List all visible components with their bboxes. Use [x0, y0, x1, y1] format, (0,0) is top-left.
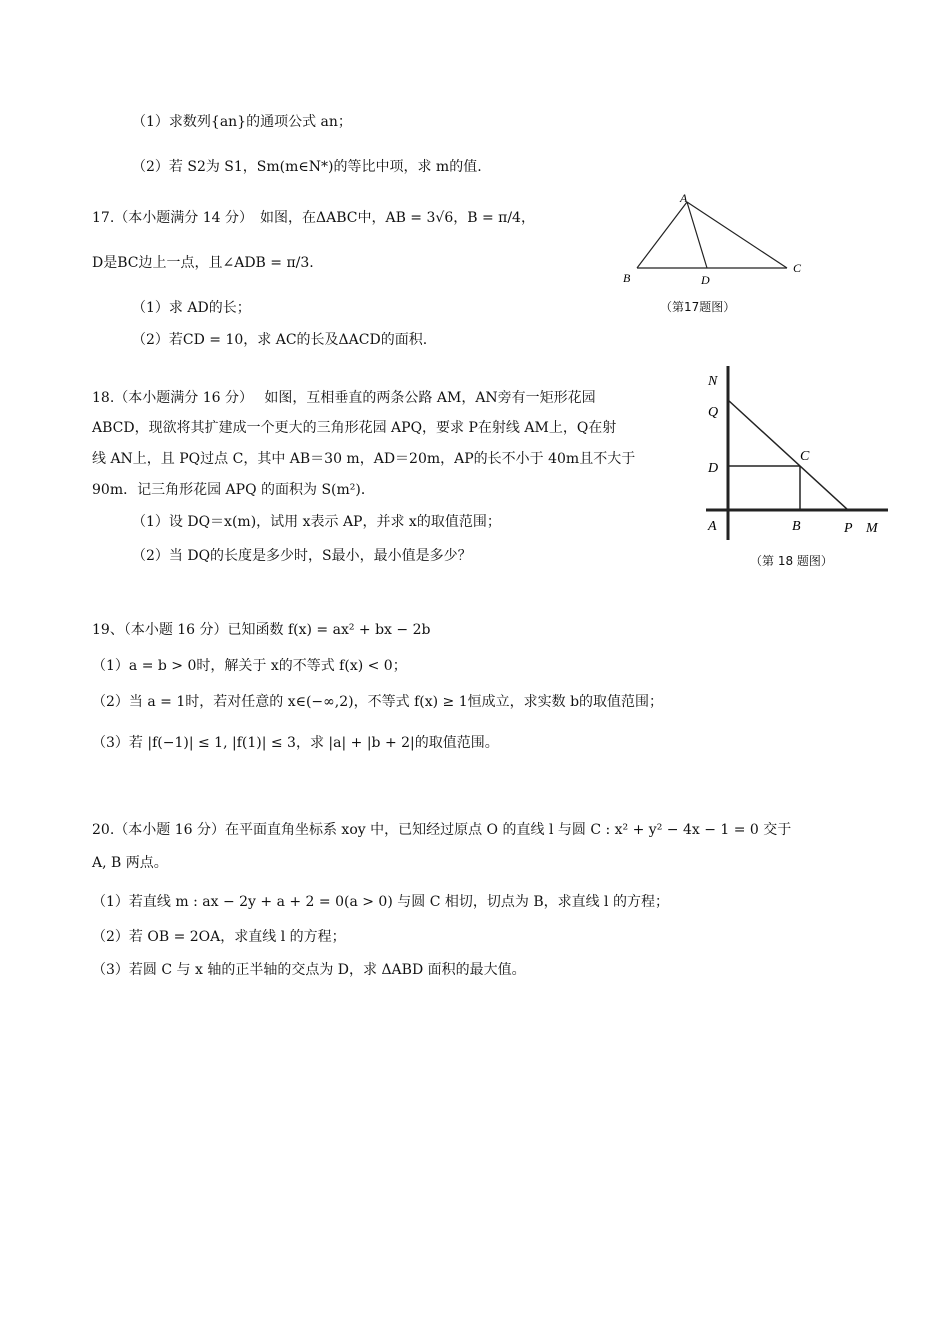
q18-label-m: M: [866, 521, 878, 536]
q19-part2: （2）当 a = 1时，若对任意的 x∈(−∞,2)，不等式 f(x) ≥ 1恒成立，求实数 b的取值范围；: [92, 694, 664, 710]
q18-caption: （第 18 题图）: [750, 554, 833, 568]
q17-intro: 17.（本小题满分 14 分） 如图，在ΔABC中，AB = 3√6，B = π/4，: [92, 210, 535, 226]
q17-label-c: C: [793, 261, 802, 275]
q17-label-a: A: [680, 191, 688, 205]
q18-label-b: B: [792, 519, 801, 534]
q18-label-p: P: [844, 521, 853, 536]
q17-part1: （1）求 AD的长；: [132, 300, 251, 316]
q20-part1: （1）若直线 m : ax − 2y + a + 2 = 0(a > 0) 与圆 C 相切，切点为 B，求直线 l 的方程；: [92, 894, 669, 910]
q18-part1: （1）设 DQ＝x(m)，试用 x表示 AP，并求 x的取值范围；: [132, 514, 501, 530]
q17-caption: （第17题图）: [660, 300, 736, 314]
q16-part2: （2）若 S2为 S1，Sm(m∈N*)的等比中项，求 m的值.: [132, 159, 482, 175]
q17-intro2: D是BC边上一点，且∠ADB = π/3.: [92, 255, 314, 271]
q18-label-n: N: [708, 374, 718, 389]
q18-label-q: Q: [708, 405, 719, 420]
q18-line1: 18.（本小题满分 16 分） 如图，互相垂直的两条公路 AM，AN旁有一矩形花园: [92, 390, 596, 406]
q17-label-b: B: [623, 271, 631, 285]
q18-part2: （2）当 DQ的长度是多少时，S最小，最小值是多少？: [132, 548, 472, 564]
q19-line1: 19、（本小题 16 分）已知函数 f(x) = ax² + bx − 2b: [92, 622, 431, 638]
q18-label-d: D: [708, 461, 719, 476]
q20-part3: （3）若圆 C 与 x 轴的正半轴的交点为 D，求 ΔABD 面积的最大值。: [92, 962, 526, 978]
q17-triangle-figure: [615, 190, 815, 290]
q18-line2: ABCD，现欲将其扩建成一个更大的三角形花园 APQ，要求 P在射线 AM上，Q在射: [92, 420, 617, 436]
q20-line1: 20.（本小题 16 分）在平面直角坐标系 xoy 中，已知经过原点 O 的直线 l 与圆 C : x² + y² − 4x − 1 = 0 交于: [92, 822, 792, 838]
q18-line3: 线 AN上，且 PQ过点 C，其中 AB＝30 m，AD＝20m，AP的长不小于 40m且不大于: [92, 451, 636, 467]
q20-line2: A, B 两点。: [92, 855, 168, 871]
q17-label-d: D: [701, 273, 710, 287]
q18-label-a: A: [708, 519, 717, 534]
q17-part2: （2）若CD = 10，求 AC的长及ΔACD的面积.: [132, 332, 428, 348]
q18-garden-figure: [700, 360, 900, 545]
q18-label-c: C: [800, 449, 810, 464]
q18-line4: 90m．记三角形花园 APQ 的面积为 S(m²)．: [92, 482, 375, 498]
q19-part3: （3）若 |f(−1)| ≤ 1, |f(1)| ≤ 3，求 |a| + |b + 2|的取值范围。: [92, 735, 499, 751]
q19-part1: （1）a = b > 0时，解关于 x的不等式 f(x) < 0；: [92, 658, 407, 674]
q16-part1: （1）求数列{an}的通项公式 an；: [132, 114, 352, 130]
q20-part2: （2）若 OB = 2OA，求直线 l 的方程；: [92, 929, 346, 945]
